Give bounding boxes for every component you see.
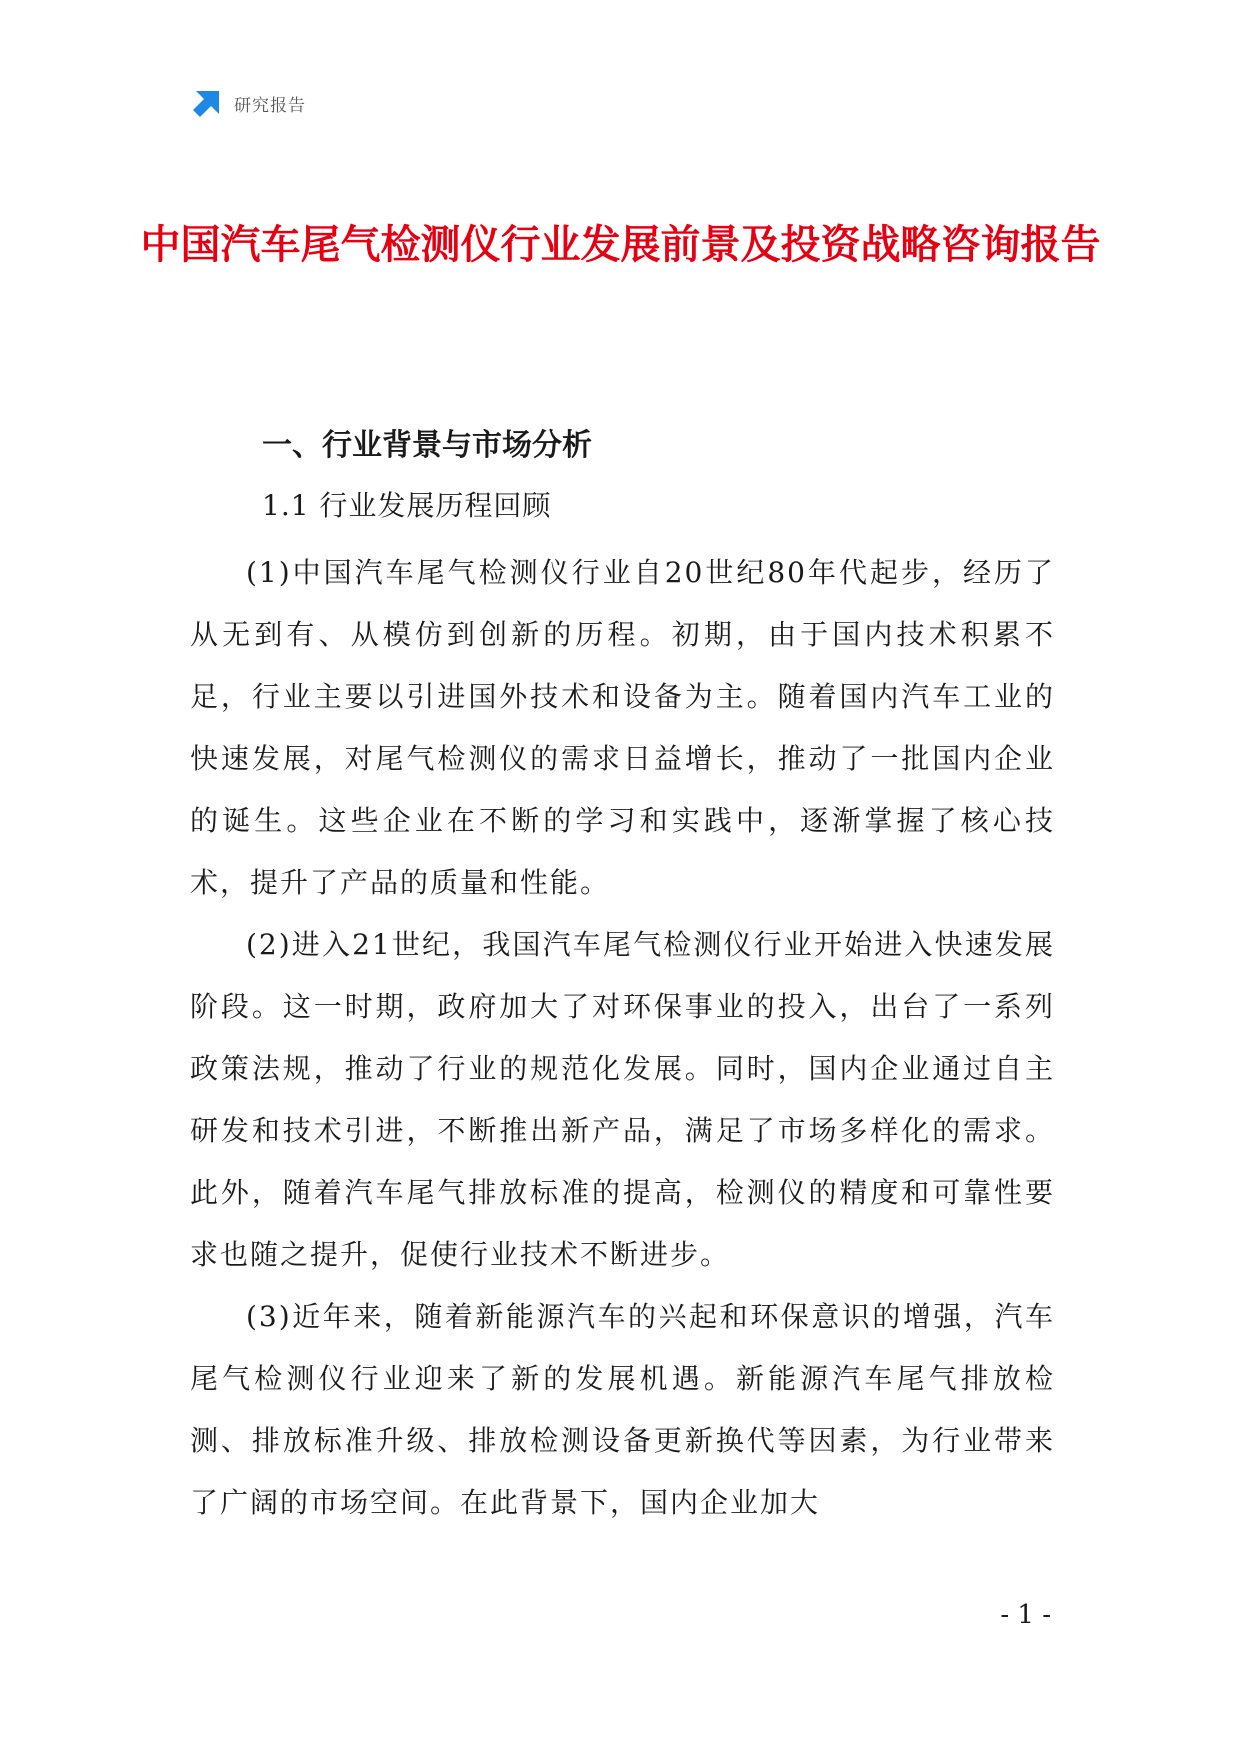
arrow-up-right-icon xyxy=(192,88,222,118)
page-number: - 1 - xyxy=(1000,1600,1051,1630)
body-text xyxy=(190,542,1055,1534)
header-label: 研究报告 xyxy=(234,95,306,116)
paragraph-3: (3)近年来，随着新能源汽车的兴起和环保意识的增强，汽车尾气检测仪行业迎来了新的发展机遇。新能源汽车尾气排放检测、排放标准升级、排放检测设备更新换代等因素，为行业带来了广阔的市场空间。在此背景下，国内企业加大 xyxy=(190,1300,1055,1519)
paragraph-2: (2)进入21世纪，我国汽车尾气检测仪行业开始进入快速发展阶段。这一时期，政府加大了对环保事业的投入，出台了一系列政策法规，推动了行业的规范化发展。同时，国内企业通过自主研发和技术引进，不断推出新产品，满足了市场多样化的需求。此外，随着汽车尾气排放标准的提高，检测仪的精度和可靠性要求也随之提升，促使行业技术不断进步。 xyxy=(190,928,1055,1271)
sub-heading: 1.1 行业发展历程回顾 xyxy=(262,489,552,522)
paragraph-1: (1)中国汽车尾气检测仪行业自20世纪80年代起步，经历了从无到有、从模仿到创新的历程。初期，由于国内技术积累不足，行业主要以引进国外技术和设备为主。随着国内汽车工业的快速发展，对尾气检测仪的需求日益增长，推动了一批国内企业的诞生。这些企业在不断的学习和实践中，逐渐掌握了核心技术，提升了产品的质量和性能。 xyxy=(190,556,1055,899)
document-title: 中国汽车尾气检测仪行业发展前景及投资战略咨询报告 xyxy=(140,222,1101,268)
section-heading: 一、行业背景与市场分析 xyxy=(262,428,592,463)
report-header xyxy=(192,88,306,118)
